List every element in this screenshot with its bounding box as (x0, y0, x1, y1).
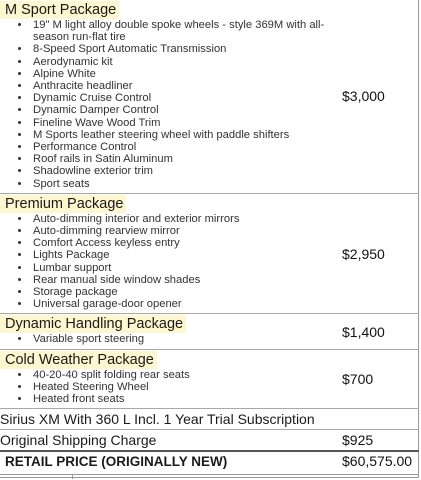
feature-item: • Anthracite headliner (31, 80, 336, 92)
feature-item: • Lumbar support (31, 262, 336, 274)
package-feature-list (0, 19, 336, 193)
package-row-1 (0, 193, 419, 314)
charge-label: Sirius XM With 360 L Incl. 1 Year Trial Subscription (0, 409, 336, 430)
package-feature-list (0, 213, 336, 314)
feature-item: • Roof rails in Satin Aluminum (31, 153, 336, 165)
package-title: M Sport Package (0, 1, 119, 19)
charge-line-row-0 (0, 409, 419, 430)
package-price: $1,400 (336, 314, 419, 349)
feature-item: • Dynamic Cruise Control (31, 92, 336, 104)
package-title: Cold Weather Package (0, 351, 157, 369)
package-row-2 (0, 314, 419, 349)
package-title: Dynamic Handling Package (0, 315, 186, 333)
feature-item: • Lights Package (31, 249, 336, 261)
charge-label: Original Shipping Charge (0, 430, 336, 452)
feature-item: • Variable sport steering (31, 333, 336, 345)
package-feature-list (0, 369, 336, 409)
package-price: $700 (336, 349, 419, 409)
package-description-cell (0, 314, 336, 349)
footer-strip (0, 474, 419, 479)
feature-item: • Comfort Access keyless entry (31, 237, 336, 249)
feature-item: • Dynamic Damper Control (31, 104, 336, 116)
feature-item: • Shadowline exterior trim (31, 165, 336, 177)
feature-item: • Alpine White (31, 68, 336, 80)
feature-item: • Heated front seats (31, 393, 336, 405)
footer-divider (72, 475, 73, 479)
feature-item: • Storage package (31, 286, 336, 298)
package-feature-list (0, 333, 336, 348)
retail-price-value: $60,575.00 (336, 451, 419, 471)
feature-item: • Sport seats (31, 178, 336, 190)
package-description-cell (0, 193, 336, 314)
package-row-3 (0, 349, 419, 409)
feature-item: • Rear manual side window shades (31, 274, 336, 286)
package-row-0 (0, 0, 419, 193)
feature-item: • 40-20-40 split folding rear seats (31, 369, 336, 381)
charge-price: $925 (336, 430, 419, 452)
package-price: $2,950 (336, 193, 419, 314)
package-description-cell (0, 349, 336, 409)
feature-item: • 8-Speed Sport Automatic Transmission (31, 43, 336, 55)
feature-item: • Heated Steering Wheel (31, 381, 336, 393)
feature-item: • M Sports leather steering wheel with paddle shifters (31, 129, 336, 141)
feature-item: • Auto-dimming interior and exterior mirrors (31, 213, 336, 225)
retail-price-label: RETAIL PRICE (ORIGINALLY NEW) (0, 451, 336, 471)
feature-item: • Aerodynamic kit (31, 56, 336, 68)
retail-price-row (0, 451, 419, 471)
package-title: Premium Package (0, 195, 126, 213)
feature-item: • Fineline Wave Wood Trim (31, 117, 336, 129)
charge-line-row-1 (0, 430, 419, 452)
package-description-cell (0, 0, 336, 193)
charge-price (336, 409, 419, 430)
package-price: $3,000 (342, 88, 385, 105)
feature-item: • Auto-dimming rearview mirror (31, 225, 336, 237)
feature-item: • 19" M light alloy double spoke wheels - style 369M with all-season run-flat tire (31, 19, 336, 43)
feature-item: • Performance Control (31, 141, 336, 153)
feature-item: • Universal garage-door opener (31, 298, 336, 310)
